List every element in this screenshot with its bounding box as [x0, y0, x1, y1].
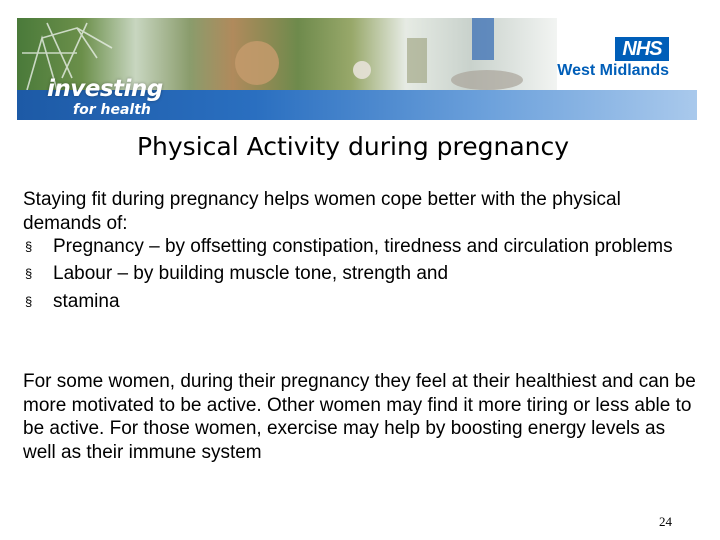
bullet-item [23, 263, 703, 285]
header-banner [17, 18, 697, 120]
bullet-marker-icon: § [25, 294, 33, 309]
bullet-text: Labour – by building muscle tone, strength and [53, 263, 449, 284]
intro-text: Staying fit during pregnancy helps women cope better with the physical demands of: [23, 189, 621, 234]
nhs-logo: NHS [615, 37, 669, 61]
page-number: 24 [659, 514, 672, 529]
nhs-region-label: West Midlands [557, 62, 669, 79]
bullet-marker-icon: § [25, 239, 33, 254]
bullet-text: Pregnancy – by offsetting constipation, tiredness and circulation problems [53, 236, 673, 257]
bullet-marker-icon: § [25, 266, 33, 281]
bullet-text: stamina [53, 291, 120, 312]
intro-block [23, 188, 703, 313]
for-health-logo-text: for health [73, 102, 151, 118]
slide-title: Physical Activity during pregnancy [136, 132, 570, 161]
investing-logo-text: investing [47, 76, 163, 102]
bullet-item [23, 291, 703, 313]
body-paragraph: For some women, during their pregnancy they feel at their healthiest and can be more motivated to be active. Other women may find it more tiring or less able to be active. For those women, exercise may help by boosting energy levels as well as their immune system [23, 371, 696, 463]
bullet-item [23, 236, 703, 258]
